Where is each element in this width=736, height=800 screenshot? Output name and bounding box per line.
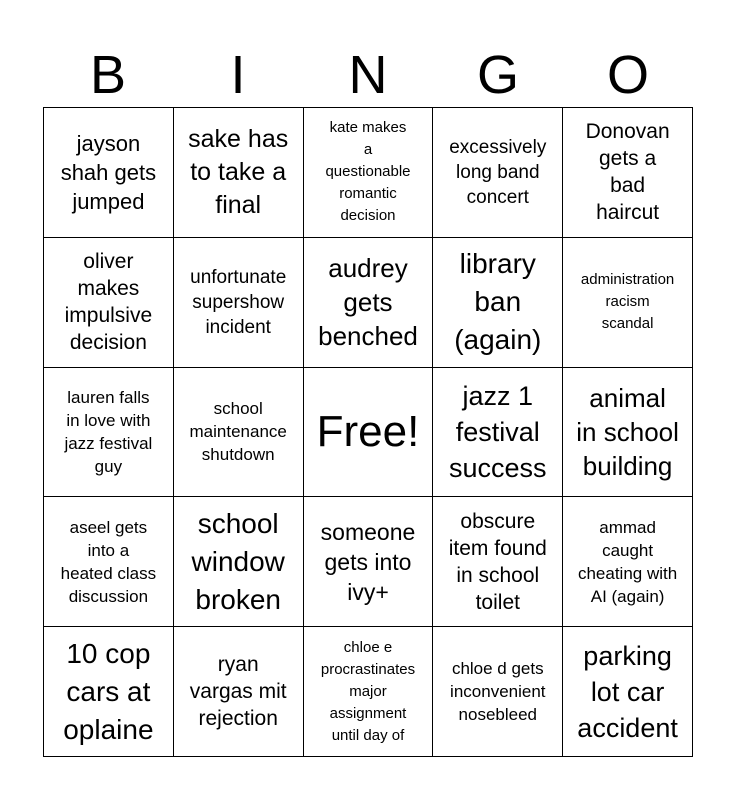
- cell-text: jazz 1 festival success: [449, 380, 547, 483]
- bingo-cell-r4c3[interactable]: [304, 497, 434, 627]
- cell-text: audrey gets benched: [318, 253, 418, 352]
- bingo-cell-r5c1[interactable]: [44, 627, 174, 757]
- bingo-cell-r3c1[interactable]: [44, 368, 174, 498]
- cell-text: chloe e procrastinates major assignment until day of: [320, 638, 416, 744]
- cell-text: administration racism scandal: [580, 271, 675, 333]
- bingo-cell-r1c5[interactable]: [563, 108, 693, 238]
- cell-text: animal in school building: [576, 382, 679, 481]
- cell-text: Donovan gets a bad haircut: [585, 120, 670, 225]
- bingo-cell-r2c3[interactable]: [304, 238, 434, 368]
- bingo-cell-r2c1[interactable]: [44, 238, 174, 368]
- bingo-cell-r4c1[interactable]: [44, 497, 174, 627]
- cell-text: school window broken: [191, 507, 285, 615]
- cell-text: 10 cop cars at oplaine: [63, 637, 154, 745]
- bingo-cell-r3c5[interactable]: [563, 368, 693, 498]
- cell-text: unfortunate supershow incident: [190, 266, 287, 338]
- bingo-cell-r5c3[interactable]: [304, 627, 434, 757]
- cell-text: sake has to take a final: [188, 124, 289, 219]
- bingo-cell-r2c2[interactable]: [174, 238, 304, 368]
- cell-text: aseel gets into a heated class discussion: [60, 517, 157, 606]
- cell-text: kate makes a questionable romantic decision: [325, 119, 411, 225]
- header-letter-g: G: [476, 45, 519, 105]
- cell-text: chloe d gets inconvenient nosebleed: [450, 659, 546, 725]
- cell-text: oliver makes impulsive decision: [64, 250, 153, 355]
- header-letter-b: B: [89, 45, 127, 105]
- bingo-cell-r5c5[interactable]: [563, 627, 693, 757]
- free-space-text: Free!: [316, 406, 420, 456]
- cell-text: excessively long band concert: [449, 136, 547, 208]
- bingo-cell-r3c2[interactable]: [174, 368, 304, 498]
- header-letter-i: I: [230, 45, 246, 105]
- bingo-cell-r4c2[interactable]: [174, 497, 304, 627]
- bingo-header: [43, 44, 693, 106]
- bingo-cell-r1c4[interactable]: [433, 108, 563, 238]
- cell-text: school maintenance shutdown: [189, 399, 287, 465]
- header-letter-n: N: [348, 45, 388, 105]
- cell-text: lauren falls in love with jazz festival guy: [64, 387, 153, 476]
- cell-text: ammad caught cheating with AI (again): [577, 517, 678, 606]
- bingo-cell-r1c3[interactable]: [304, 108, 434, 238]
- bingo-cell-r3c4[interactable]: [433, 368, 563, 498]
- bingo-cell-r5c2[interactable]: [174, 627, 304, 757]
- bingo-cell-r1c2[interactable]: [174, 108, 304, 238]
- bingo-cell-r4c5[interactable]: [563, 497, 693, 627]
- bingo-cell-r5c4[interactable]: [433, 627, 563, 757]
- bingo-cell-r4c4[interactable]: [433, 497, 563, 627]
- cell-text: someone gets into ivy+: [320, 518, 416, 605]
- cell-text: obscure item found in school toilet: [448, 509, 547, 614]
- cell-text: library ban (again): [454, 248, 542, 356]
- cell-text: ryan vargas mit rejection: [189, 653, 287, 731]
- cell-text: jayson shah gets jumped: [60, 130, 157, 214]
- bingo-cell-r2c4[interactable]: [433, 238, 563, 368]
- header-letter-o: O: [606, 45, 649, 105]
- bingo-cell-free[interactable]: [304, 368, 434, 498]
- cell-text: parking lot car accident: [577, 640, 678, 743]
- bingo-cell-r2c5[interactable]: [563, 238, 693, 368]
- bingo-cell-r1c1[interactable]: [44, 108, 174, 238]
- bingo-card-grid: [43, 107, 693, 757]
